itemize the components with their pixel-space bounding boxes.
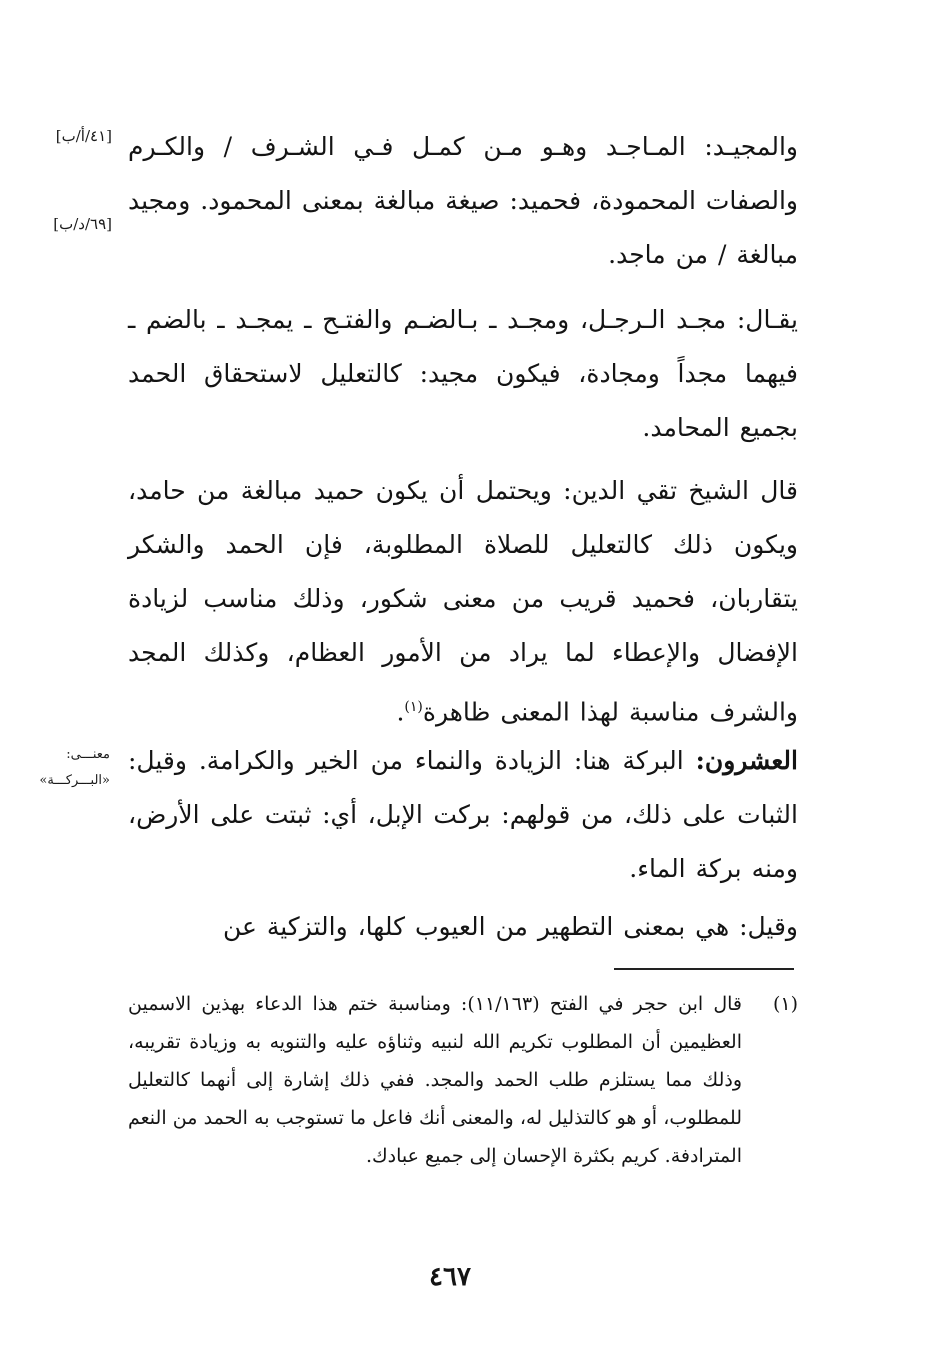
paragraph-text: يقـال: مجـد الـرجـل، ومجـد ـ بـالضـم والفتـح ـ يمجـد ـ بالضم ـ فيهما مجداً ومجادة، فيكون مجيد: كالتعليل لاستحقاق الحمد بجميع المحامد. (128, 305, 798, 442)
side-heading (18, 742, 110, 794)
side-heading-line2: «البـــركـــة» (39, 773, 110, 788)
body-paragraph-1 (128, 120, 798, 282)
footnote (128, 985, 798, 1175)
body-paragraph-4 (128, 734, 798, 896)
section-lead: العشرون: (695, 746, 798, 775)
footnote-number: (١) (772, 993, 798, 1015)
manuscript-ref-2: [٦٩/د/ب] (53, 215, 112, 233)
body-paragraph-3 (128, 464, 798, 739)
side-heading-line1: معنـــى: (66, 747, 110, 762)
page-number: ٤٦٧ (429, 1262, 471, 1292)
paragraph-text: وقيل: هي بمعنى التطهير من العيوب كلها، والتزكية عن (222, 912, 798, 941)
paragraph-text-main: البركة هنا: الزيادة والنماء من الخير والكرامة. وقيل: الثبات على ذلك، من قولهم: بركت الإبل، أي: ثبتت على الأرض، ومنه بركة الماء. (128, 746, 798, 883)
paragraph-text: قال الشيخ تقي الدين: ويحتمل أن يكون حميد مبالغة من حامد، ويكون ذلك كالتعليل للصلاة المطلوبة، فإن الحمد والشكر يتقاربان، فحميد قريب من معنى شكور، وذلك مناسب لزيادة الإفضال والإعطاء لما يراد من الأمور العظام، وكذلك المجد والشرف مناسبة لهذا المعنى ظاهرة$^{(١)}$. (128, 476, 798, 727)
footnote-separator (614, 968, 794, 970)
body-paragraph-5 (128, 900, 798, 954)
footnote-marker: (١) (404, 699, 423, 715)
manuscript-ref-1: [٤١/أ/ب] (55, 127, 112, 145)
footnote-text: قال ابن حجر في الفتح (١١/١٦٣): ومناسبة ختم هذا الدعاء بهذين الاسمين العظيمين أن المطلوب تكريم الله لنبيه وثناؤه عليه والتنويه به وزيادة تقريبه، وذلك مما يستلزم طلب الحمد والمجد. ففي ذلك إشارة إلى أنهما كالتعليل للمطلوب، أو هو كالتذليل له، والمعنى أنك فاعل ما تستوجب به الحمد من النعم المترادفة. كريم بكثرة الإحسان إلى جميع عبادك. (128, 993, 743, 1167)
paragraph-text (128, 734, 798, 896)
body-paragraph-2 (128, 293, 798, 455)
paragraph-text-main: قال الشيخ تقي الدين: ويحتمل أن يكون حميد مبالغة من حامد، ويكون ذلك كالتعليل للصلاة المطلوبة، فإن الحمد والشكر يتقاربان، فحميد قريب من معنى شكور، وذلك مناسب لزيادة الإفضال والإعطاء لما يراد من الأمور العظام، وكذلك المجد والشرف مناسبة لهذا المعنى ظاهرة (128, 476, 798, 727)
paragraph-text: والمجيـد: المـاجـد وهـو مـن كمـل فـي الشـرف / والكـرم والصفات المحمودة، فحميد: صيغة مبالغة بمعنى المحمود. ومجيد مبالغة / من ماجد. (128, 132, 798, 269)
